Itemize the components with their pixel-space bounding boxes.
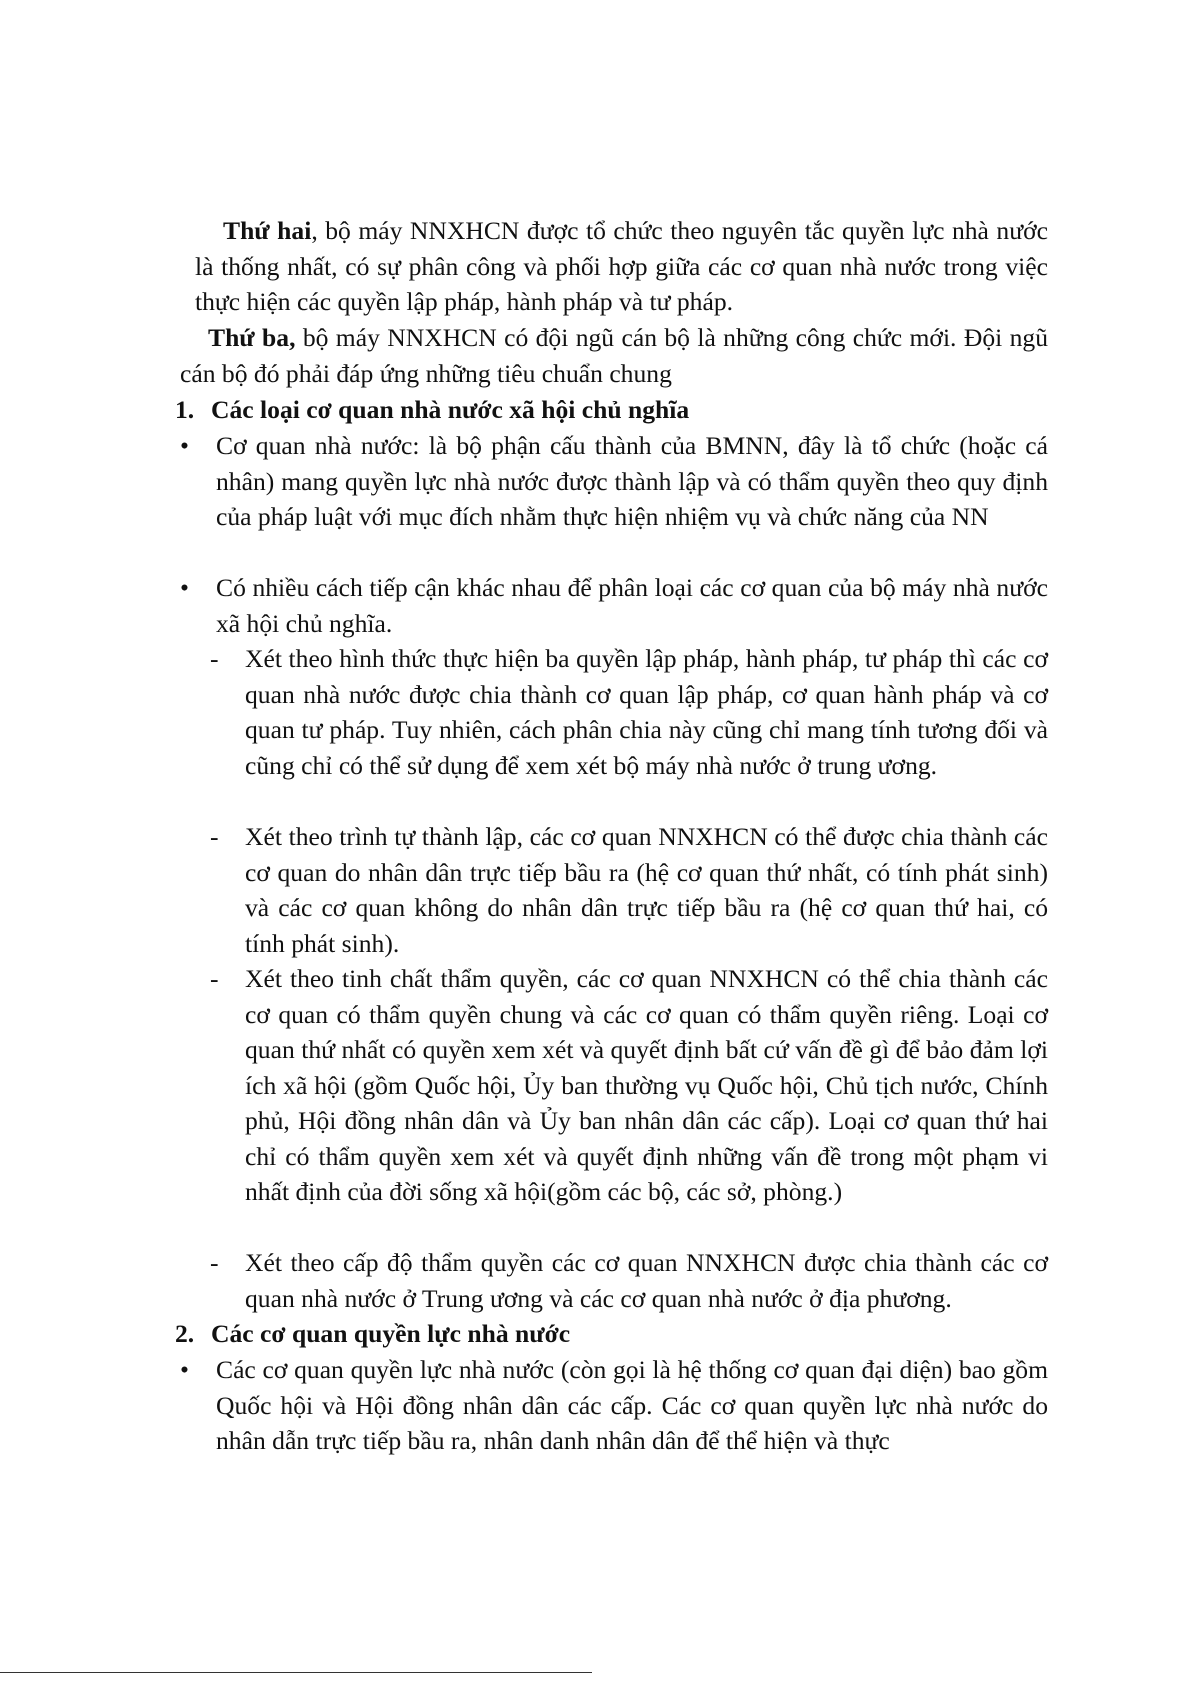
dash-icon: - (210, 644, 219, 673)
dash-text: Xét theo cấp độ thẩm quyền các cơ quan NNXHCN được chia thành các cơ quan nhà nước ở Trung ương và các cơ quan nhà nước ở địa phương. (245, 1248, 1048, 1313)
section-2-heading (175, 1316, 570, 1352)
dash-item (210, 641, 1048, 783)
bullet-icon: • (180, 431, 189, 460)
bullet-text: Có nhiều cách tiếp cận khác nhau để phân loại các cơ quan của bộ máy nhà nước xã hội chủ nghĩa. (216, 573, 1048, 638)
dash-icon: - (210, 1248, 219, 1277)
bullet-text: Các cơ quan quyền lực nhà nước (còn gọi là hệ thống cơ quan đại diện) bao gồm Quốc hội và Hội đồng nhân dân các cấp. Các cơ quan quyền lực nhà nước do nhân dẫn trực tiếp bầu ra, nhân danh nhân dân để thể hiện và thực (216, 1355, 1048, 1455)
dash-icon: - (210, 964, 219, 993)
bullet-icon: • (180, 573, 189, 602)
paragraph-thu-ba (180, 320, 1048, 391)
bullet-text: Cơ quan nhà nước: là bộ phận cấu thành của BMNN, đây là tổ chức (hoặc cá nhân) mang quyền lực nhà nước được thành lập và có thẩm quyền theo quy định của pháp luật với mục đích nhằm thực hiện nhiệm vụ và chức năng của NN (216, 431, 1048, 531)
footnote-divider (0, 1672, 592, 1673)
paragraph-text: bộ máy NNXHCN có đội ngũ cán bộ là những công chức mới. Đội ngũ cán bộ đó phải đáp ứng những tiêu chuẩn chung (180, 323, 1048, 388)
bullet-item (180, 570, 1048, 641)
paragraph-thu-hai (195, 213, 1048, 320)
dash-text: Xét theo trình tự thành lập, các cơ quan NNXHCN có thể được chia thành các cơ quan do nhân dân trực tiếp bầu ra (hệ cơ quan thứ nhất, có tính phát sinh) và các cơ quan không do nhân dân trực tiếp bầu ra (hệ cơ quan thứ hai, có tính phát sinh). (245, 822, 1048, 958)
paragraph-lead: Thứ ba, (208, 323, 296, 352)
dash-icon: - (210, 822, 219, 851)
bullet-icon: • (180, 1355, 189, 1384)
section-1-heading (175, 392, 689, 428)
dash-text: Xét theo tinh chất thẩm quyền, các cơ quan NNXHCN có thể chia thành các cơ quan có thẩm quyền chung và các cơ quan có thẩm quyền riêng. Loại cơ quan thứ nhất có quyền xem xét và quyết định bất cứ vấn đề gì để bảo đảm lợi ích xã hội (gồm Quốc hội, Ủy ban thường vụ Quốc hội, Chủ tịch nước, Chính phủ, Hội đồng nhân dân và Ủy ban nhân dân các cấp). Loại cơ quan thứ hai chỉ có thẩm quyền xem xét và quyết định những vấn đề trong một phạm vi nhất định của đời sống xã hội(gồm các bộ, các sở, phòng.) (245, 964, 1048, 1206)
bullet-item (180, 1352, 1048, 1459)
dash-text: Xét theo hình thức thực hiện ba quyền lập pháp, hành pháp, tư pháp thì các cơ quan nhà nước được chia thành cơ quan lập pháp, cơ quan hành pháp và cơ quan tư pháp. Tuy nhiên, cách phân chia này cũng chỉ mang tính tương đối và cũng chỉ có thể sử dụng để xem xét bộ máy nhà nước ở trung ương. (245, 644, 1048, 780)
bullet-item (180, 428, 1048, 535)
paragraph-text: , bộ máy NNXHCN được tổ chức theo nguyên tắc quyền lực nhà nước là thống nhất, có sự phân công và phối hợp giữa các cơ quan nhà nước trong việc thực hiện các quyền lập pháp, hành pháp và tư pháp. (195, 216, 1048, 316)
section-title: Các loại cơ quan nhà nước xã hội chủ nghĩa (211, 395, 690, 424)
section-number: 2. (175, 1319, 195, 1348)
dash-item (210, 1245, 1048, 1316)
dash-item (210, 819, 1048, 961)
paragraph-lead: Thứ hai (223, 216, 312, 245)
section-number: 1. (175, 395, 195, 424)
section-title: Các cơ quan quyền lực nhà nước (211, 1319, 571, 1348)
dash-item (210, 961, 1048, 1210)
